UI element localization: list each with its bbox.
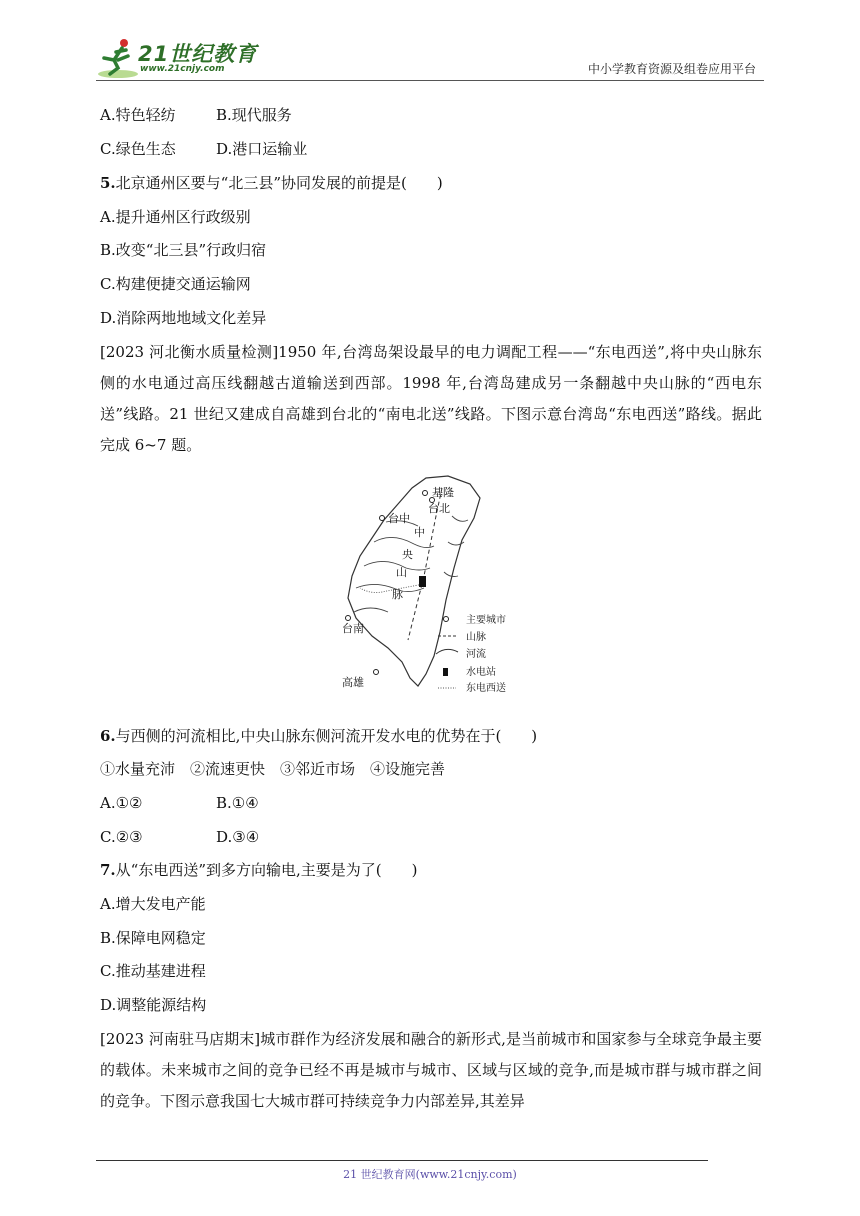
taiwan-power-map [330,472,530,692]
legend-city: 主要城市 [466,615,506,626]
map-city-kaohsiung: 高雄 [342,676,364,689]
q6-option-c: C.②③ [100,828,143,846]
header-divider [96,80,764,81]
map-city-keelung: 基隆 [432,486,454,499]
question-5-stem [100,173,443,193]
legend-hydro: 水电站 [466,667,496,678]
legend-hydro-icon [443,668,448,676]
runner-logo-icon [96,36,140,80]
map-city-taipei: 台北 [428,502,450,515]
map-legend [436,613,506,692]
q7-option-c: C.推动基建进程 [100,962,206,980]
q7-option-b: B.保障电网稳定 [100,929,206,947]
hydro-station-icon [419,576,426,587]
question-6-text: 与西侧的河流相比,中央山脉东侧河流开发水电的优势在于( ) [115,727,538,745]
logo-text: 21世纪教育 [138,42,258,66]
legend-river-icon [436,649,458,654]
map-city-taichung: 台中 [388,512,410,525]
q7-option-a: A.增大发电产能 [100,895,206,913]
legend-mountain: 山脉 [466,632,486,643]
question-7-stem [100,860,417,880]
map-mountain-char-2: 央 [402,548,413,561]
map-city-tainan: 台南 [342,622,364,635]
question-6-number: 6. [100,727,116,745]
rivers [354,516,468,612]
passage-city-clusters: [2023 河南驻马店期末]城市群作为经济发展和融合的新形式,是当前城市和国家参与全球竞争最主要的载体。未来城市之间的竞争已经不再是城市与城市、区域与区域的竞争,而是城市群与城市群之间的竞争。下图示意我国七大城市群可持续竞争力内部差异,其差异 [100,1030,762,1110]
map-mountain-char-4: 脉 [392,588,403,601]
q5-option-b: B.改变“北三县”行政归宿 [100,241,267,259]
legend-river: 河流 [466,649,486,660]
question-7-number: 7. [100,861,116,879]
map-mountain-char-3: 山 [396,566,407,579]
city-keelung-icon [423,491,428,496]
header-platform-text: 中小学教育资源及组卷应用平台 [587,62,756,76]
q6-items: ①水量充沛 ②流速更快 ③邻近市场 ④设施完善 [100,760,446,778]
site-logo [96,36,266,82]
question-5-number: 5. [100,174,116,192]
q4-option-a: A.特色轻纺 [100,106,176,124]
q5-option-c: C.构建便捷交通运输网 [100,275,251,293]
city-kaohsiung-icon [374,670,379,675]
q7-option-d: D.调整能源结构 [100,996,207,1014]
question-7-text: 从“东电西送”到多方向输电,主要是为了( ) [115,861,418,879]
footer-divider [96,1160,708,1161]
q5-option-d: D.消除两地地域文化差异 [100,309,267,327]
question-6-stem [100,726,537,746]
logo-url: www.21cnjy.com [140,64,225,74]
footer-text: 21 世纪教育网(www.21cnjy.com) [343,1168,517,1181]
q6-option-b: B.①④ [216,794,259,812]
legend-city-icon [444,617,449,622]
passage-taiwan-power: [2023 河北衡水质量检测]1950 年,台湾岛架设最早的电力调配工程——“东电西送”,将中央山脉东侧的水电通过高压线翻越古道输送到西部。1998 年,台湾岛建成另一条翻越中央山脉的“西电东送”线路。21 世纪又建成自高雄到台北的“南电北送”线路。下图示意台湾岛“东电西送”路线。据此完成 6~7 题。 [100,343,762,454]
map-mountain-char-1: 中 [414,526,425,539]
taiwan-island-outline [348,476,480,686]
q6-option-d: D.③④ [216,828,260,846]
q4-option-c: C.绿色生态 [100,140,176,158]
question-5-text: 北京通州区要与“北三县”协同发展的前提是( ) [115,174,443,192]
legend-route: 东电西送 [466,683,506,692]
q4-option-b: B.现代服务 [216,106,292,124]
city-tainan-icon [346,616,351,621]
q4-option-d: D.港口运输业 [216,140,308,158]
q5-option-a: A.提升通州区行政级别 [100,208,251,226]
q6-option-a: A.①② [100,794,143,812]
city-taichung-icon [380,516,385,521]
